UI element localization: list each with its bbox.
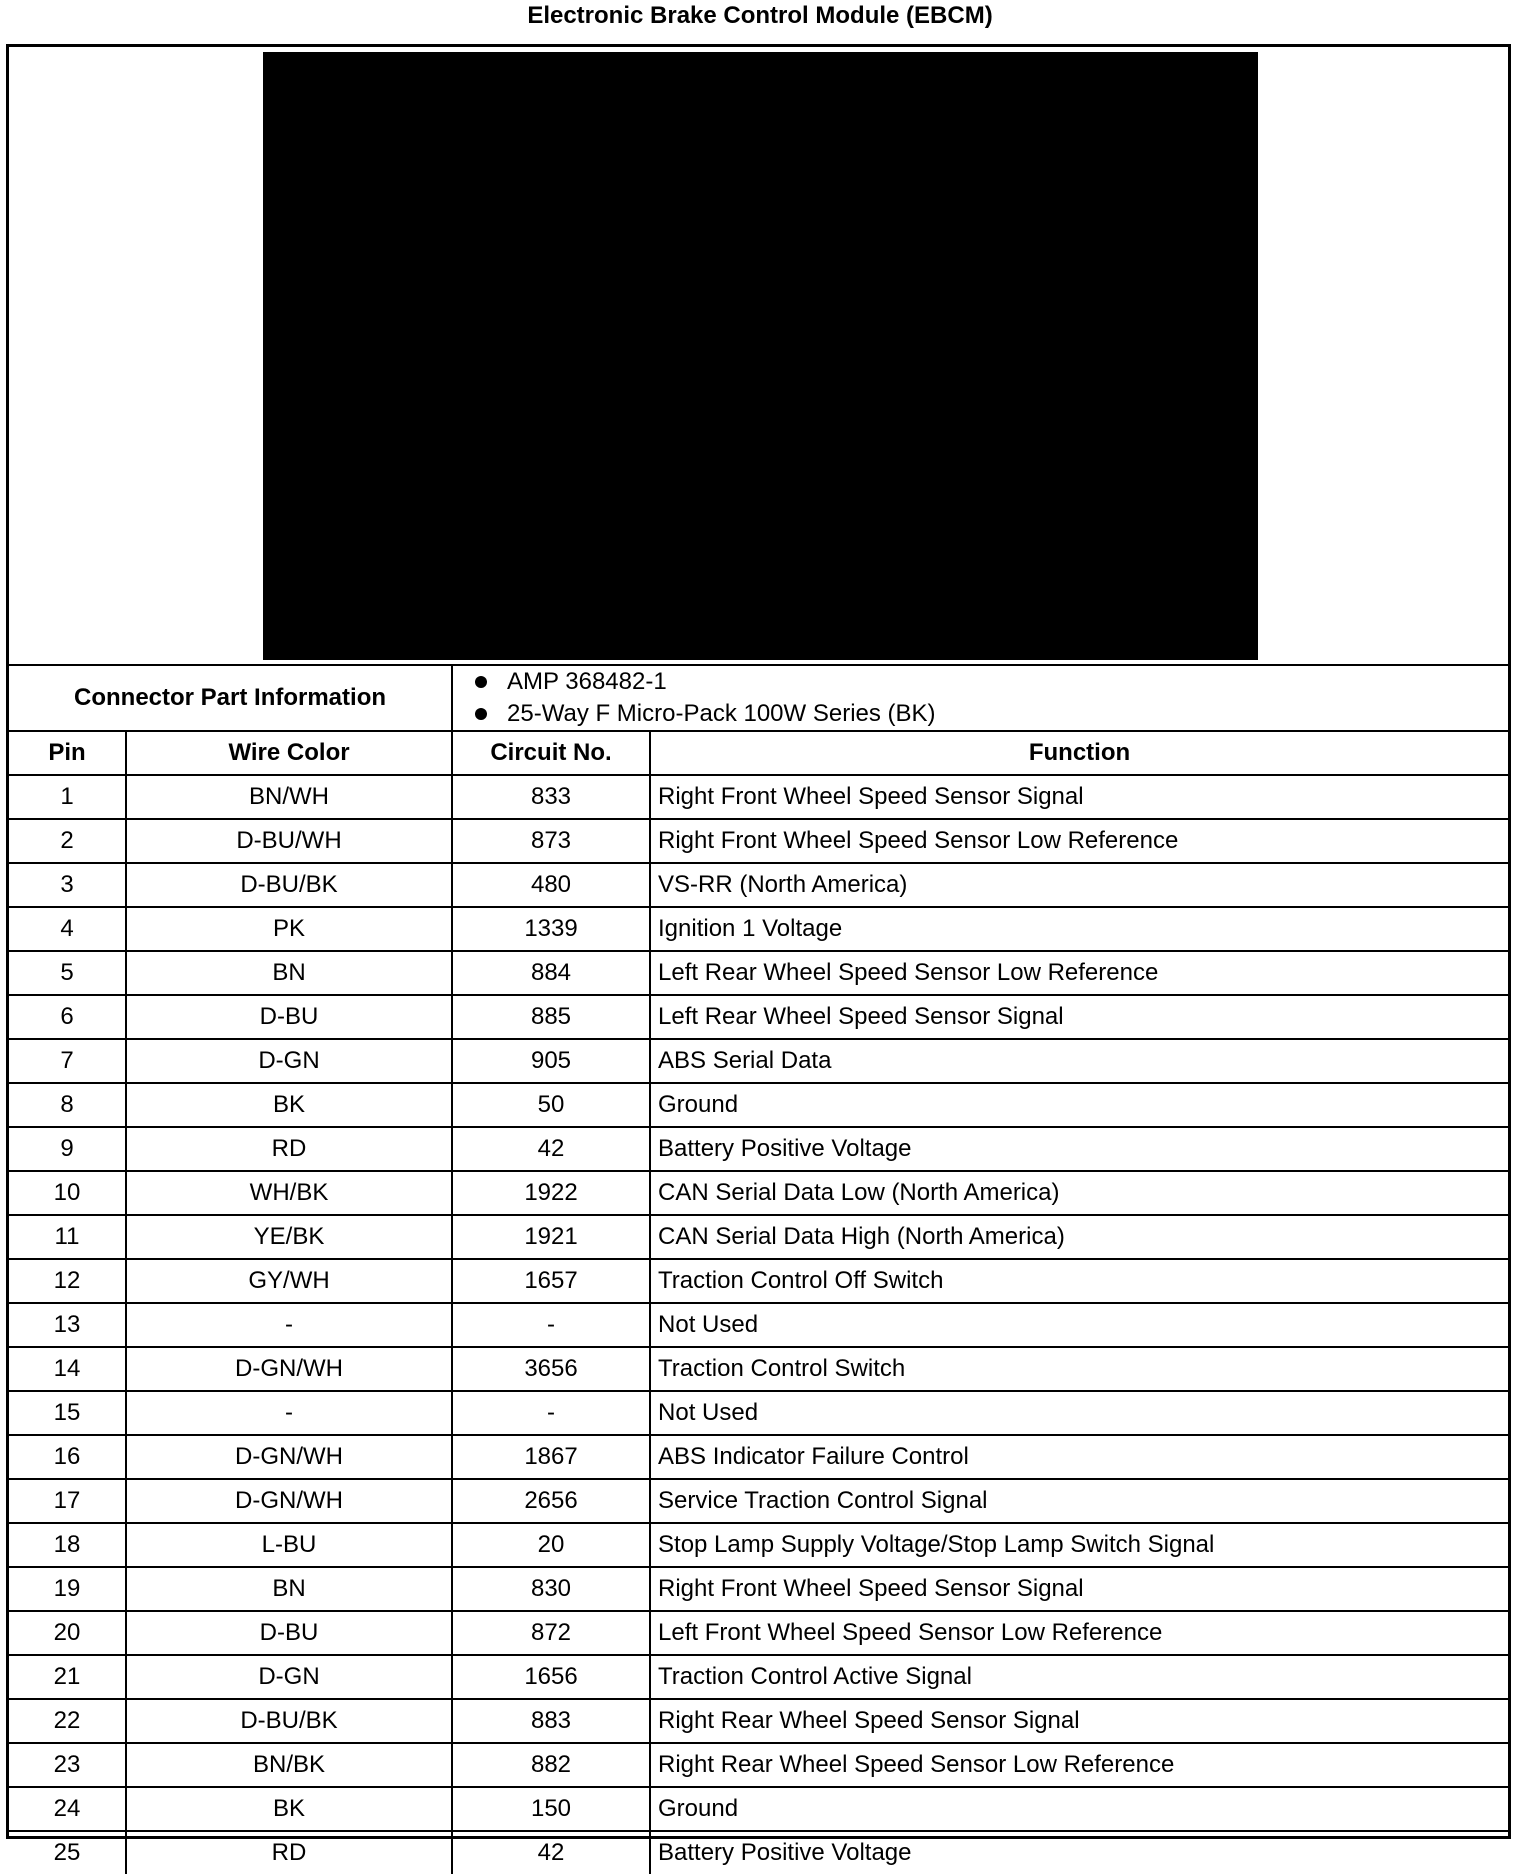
table-row <box>9 1435 1508 1479</box>
table-header-row <box>9 731 1508 775</box>
circuit-cell: 833 <box>452 775 650 819</box>
table-row <box>9 1787 1508 1831</box>
circuit-cell: 883 <box>452 1699 650 1743</box>
wire-color-cell: WH/BK <box>126 1171 452 1215</box>
function-cell: Left Rear Wheel Speed Sensor Low Reference <box>650 951 1508 995</box>
table-row <box>9 1039 1508 1083</box>
wire-color-cell: GY/WH <box>126 1259 452 1303</box>
function-cell: Battery Positive Voltage <box>650 1127 1508 1171</box>
pin-cell: 11 <box>9 1215 126 1259</box>
wire-color-cell: D-BU <box>126 995 452 1039</box>
circuit-cell: 884 <box>452 951 650 995</box>
table-row <box>9 863 1508 907</box>
table-row <box>9 1831 1508 1874</box>
function-cell: Right Front Wheel Speed Sensor Signal <box>650 1567 1508 1611</box>
function-cell: Stop Lamp Supply Voltage/Stop Lamp Switch Signal <box>650 1523 1508 1567</box>
wire-color-cell: BK <box>126 1083 452 1127</box>
circuit-cell: 1656 <box>452 1655 650 1699</box>
table-row <box>9 819 1508 863</box>
function-cell: Not Used <box>650 1391 1508 1435</box>
pin-cell: 1 <box>9 775 126 819</box>
pin-cell: 10 <box>9 1171 126 1215</box>
wire-color-cell: - <box>126 1303 452 1347</box>
table-row <box>9 1743 1508 1787</box>
table-row <box>9 1391 1508 1435</box>
function-cell: Left Rear Wheel Speed Sensor Signal <box>650 995 1508 1039</box>
table-row <box>9 951 1508 995</box>
table-row <box>9 1699 1508 1743</box>
wire-color-cell: BN <box>126 1567 452 1611</box>
wire-color-cell: BN/BK <box>126 1743 452 1787</box>
function-cell: ABS Indicator Failure Control <box>650 1435 1508 1479</box>
circuit-cell: - <box>452 1303 650 1347</box>
wire-color-cell: RD <box>126 1831 452 1874</box>
wire-color-cell: D-GN <box>126 1039 452 1083</box>
wire-color-cell: D-BU/WH <box>126 819 452 863</box>
header-pin: Pin <box>9 731 126 775</box>
table-row <box>9 995 1508 1039</box>
function-cell: Battery Positive Voltage <box>650 1831 1508 1874</box>
bullet-icon <box>475 708 487 720</box>
circuit-cell: 150 <box>452 1787 650 1831</box>
circuit-cell: 1922 <box>452 1171 650 1215</box>
circuit-cell: 873 <box>452 819 650 863</box>
pin-cell: 2 <box>9 819 126 863</box>
pin-cell: 22 <box>9 1699 126 1743</box>
function-cell: Left Front Wheel Speed Sensor Low Reference <box>650 1611 1508 1655</box>
circuit-cell: 50 <box>452 1083 650 1127</box>
pin-cell: 7 <box>9 1039 126 1083</box>
wire-color-cell: D-GN <box>126 1655 452 1699</box>
function-cell: Ground <box>650 1083 1508 1127</box>
wire-color-cell: YE/BK <box>126 1215 452 1259</box>
function-cell: Right Rear Wheel Speed Sensor Signal <box>650 1699 1508 1743</box>
wire-color-cell: PK <box>126 907 452 951</box>
circuit-cell: 1657 <box>452 1259 650 1303</box>
table-row <box>9 1347 1508 1391</box>
circuit-cell: 1921 <box>452 1215 650 1259</box>
pin-cell: 19 <box>9 1567 126 1611</box>
wire-color-cell: BN <box>126 951 452 995</box>
function-cell: CAN Serial Data High (North America) <box>650 1215 1508 1259</box>
wire-color-cell: BK <box>126 1787 452 1831</box>
function-cell: Traction Control Switch <box>650 1347 1508 1391</box>
table-row <box>9 1479 1508 1523</box>
header-circuit-no: Circuit No. <box>452 731 650 775</box>
pin-cell: 5 <box>9 951 126 995</box>
image-area <box>9 47 1508 664</box>
table-row <box>9 1303 1508 1347</box>
bullet-icon <box>475 676 487 688</box>
wire-color-cell: L-BU <box>126 1523 452 1567</box>
wire-color-cell: D-BU/BK <box>126 863 452 907</box>
connector-frame <box>6 44 1511 1866</box>
table-row <box>9 1259 1508 1303</box>
circuit-cell: - <box>452 1391 650 1435</box>
wire-color-cell: RD <box>126 1127 452 1171</box>
pinout-table <box>9 664 1508 1874</box>
table-row <box>9 1655 1508 1699</box>
function-cell: Traction Control Active Signal <box>650 1655 1508 1699</box>
connector-info-item <box>475 698 1508 730</box>
table-row <box>9 907 1508 951</box>
circuit-cell: 872 <box>452 1611 650 1655</box>
function-cell: Right Front Wheel Speed Sensor Low Reference <box>650 819 1508 863</box>
function-cell: Ignition 1 Voltage <box>650 907 1508 951</box>
connector-image <box>263 52 1258 660</box>
pin-cell: 3 <box>9 863 126 907</box>
table-row <box>9 1523 1508 1567</box>
connector-info-list <box>452 665 1508 731</box>
pin-cell: 13 <box>9 1303 126 1347</box>
pin-cell: 23 <box>9 1743 126 1787</box>
circuit-cell: 42 <box>452 1127 650 1171</box>
header-function: Function <box>650 731 1508 775</box>
function-cell: ABS Serial Data <box>650 1039 1508 1083</box>
pin-cell: 16 <box>9 1435 126 1479</box>
circuit-cell: 885 <box>452 995 650 1039</box>
function-cell: VS-RR (North America) <box>650 863 1508 907</box>
table-row <box>9 1611 1508 1655</box>
pin-cell: 24 <box>9 1787 126 1831</box>
table-row <box>9 775 1508 819</box>
circuit-cell: 1867 <box>452 1435 650 1479</box>
connector-part-number: AMP 368482-1 <box>507 668 667 695</box>
wire-color-cell: - <box>126 1391 452 1435</box>
pin-cell: 18 <box>9 1523 126 1567</box>
circuit-cell: 1339 <box>452 907 650 951</box>
table-row <box>9 1567 1508 1611</box>
wire-color-cell: D-GN/WH <box>126 1479 452 1523</box>
function-cell: Right Rear Wheel Speed Sensor Low Reference <box>650 1743 1508 1787</box>
wire-color-cell: D-BU <box>126 1611 452 1655</box>
circuit-cell: 2656 <box>452 1479 650 1523</box>
pin-cell: 17 <box>9 1479 126 1523</box>
circuit-cell: 20 <box>452 1523 650 1567</box>
pin-cell: 9 <box>9 1127 126 1171</box>
function-cell: Traction Control Off Switch <box>650 1259 1508 1303</box>
connector-info-label: Connector Part Information <box>9 665 452 731</box>
connector-info-row <box>9 665 1508 731</box>
circuit-cell: 905 <box>452 1039 650 1083</box>
circuit-cell: 42 <box>452 1831 650 1874</box>
wire-color-cell: BN/WH <box>126 775 452 819</box>
connector-info-item <box>475 666 1508 698</box>
function-cell: Ground <box>650 1787 1508 1831</box>
function-cell: Right Front Wheel Speed Sensor Signal <box>650 775 1508 819</box>
table-row <box>9 1127 1508 1171</box>
circuit-cell: 3656 <box>452 1347 650 1391</box>
pin-cell: 15 <box>9 1391 126 1435</box>
pin-cell: 25 <box>9 1831 126 1874</box>
table-row <box>9 1171 1508 1215</box>
pin-cell: 12 <box>9 1259 126 1303</box>
wire-color-cell: D-BU/BK <box>126 1699 452 1743</box>
wire-color-cell: D-GN/WH <box>126 1347 452 1391</box>
header-wire-color: Wire Color <box>126 731 452 775</box>
connector-description: 25-Way F Micro-Pack 100W Series (BK) <box>507 700 936 727</box>
pin-cell: 8 <box>9 1083 126 1127</box>
pin-cell: 14 <box>9 1347 126 1391</box>
pin-cell: 4 <box>9 907 126 951</box>
wire-color-cell: D-GN/WH <box>126 1435 452 1479</box>
circuit-cell: 480 <box>452 863 650 907</box>
table-row <box>9 1215 1508 1259</box>
pin-cell: 21 <box>9 1655 126 1699</box>
circuit-cell: 882 <box>452 1743 650 1787</box>
circuit-cell: 830 <box>452 1567 650 1611</box>
pin-cell: 6 <box>9 995 126 1039</box>
function-cell: Service Traction Control Signal <box>650 1479 1508 1523</box>
page-title: Electronic Brake Control Module (EBCM) <box>527 2 993 29</box>
table-row <box>9 1083 1508 1127</box>
function-cell: Not Used <box>650 1303 1508 1347</box>
function-cell: CAN Serial Data Low (North America) <box>650 1171 1508 1215</box>
pin-cell: 20 <box>9 1611 126 1655</box>
